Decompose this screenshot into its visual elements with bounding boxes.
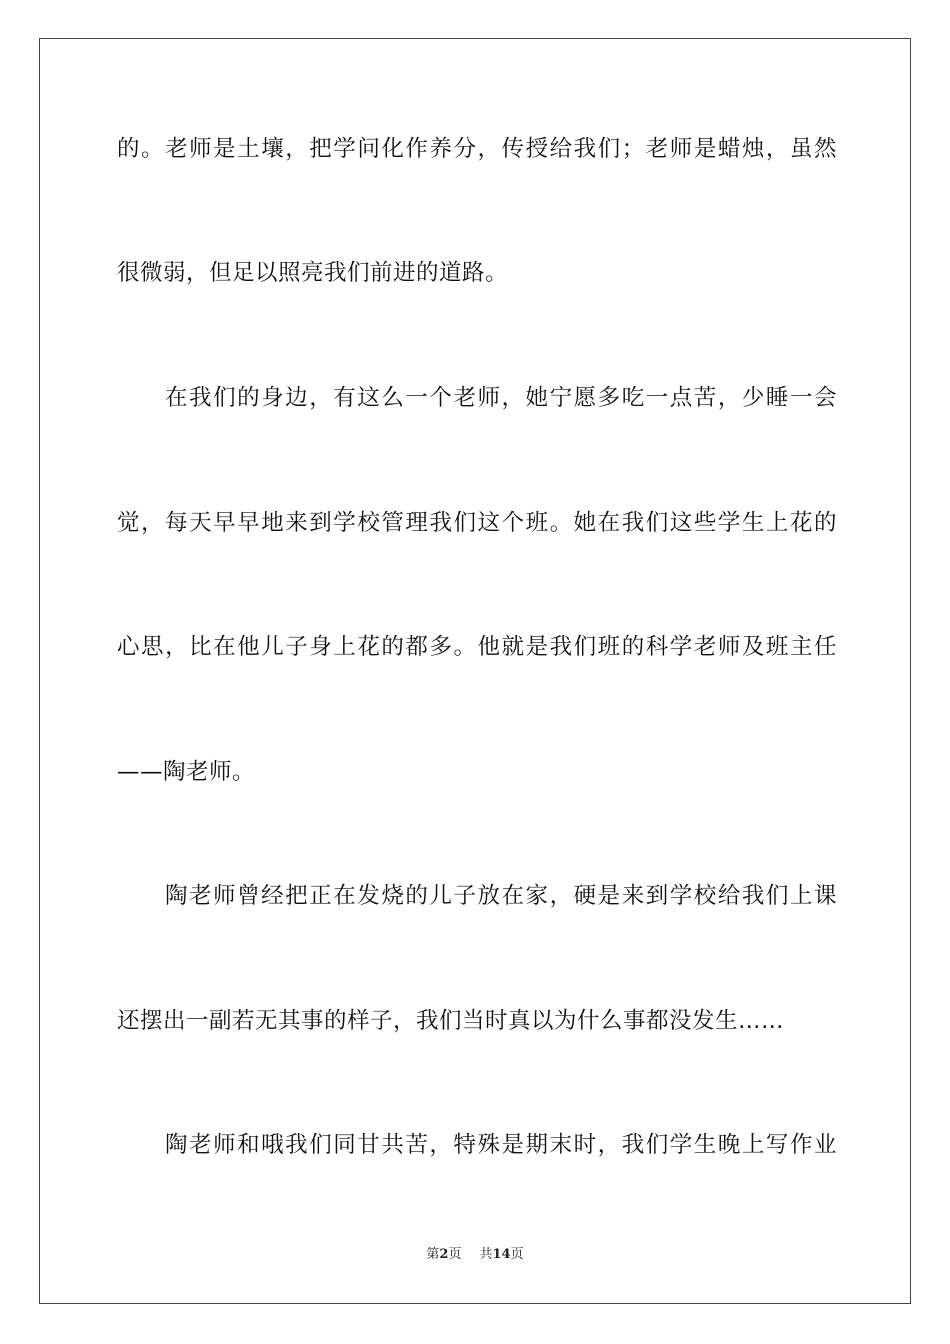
text-line-3: 在我们的身边，有这么一个老师，她宁愿多吃一点苦，少睡一会 bbox=[165, 385, 837, 411]
text-line-7: 陶老师曾经把正在发烧的儿子放在家，硬是来到学校给我们上课 bbox=[165, 883, 837, 909]
text-line-9: 陶老师和哦我们同甘共苦，特殊是期末时，我们学生晚上写作业 bbox=[165, 1132, 837, 1158]
total-suffix: 页 bbox=[510, 1247, 524, 1262]
page-prefix: 第 bbox=[426, 1247, 440, 1262]
page-border bbox=[39, 38, 911, 1304]
total-prefix: 共 bbox=[479, 1247, 493, 1262]
page-footer bbox=[0, 1246, 950, 1264]
text-line-6: ——陶老师。 bbox=[117, 759, 256, 785]
page-number: 2 bbox=[439, 1247, 449, 1262]
text-line-4: 觉，每天早早地来到学校管理我们这个班。她在我们这些学生上花的 bbox=[117, 510, 837, 536]
text-line-1: 的。老师是土壤，把学问化作养分，传授给我们；老师是蜡烛，虽然 bbox=[117, 136, 837, 162]
text-line-5: 心思，比在他儿子身上花的都多。他就是我们班的科学老师及班主任 bbox=[117, 634, 837, 660]
page-suffix: 页 bbox=[448, 1247, 462, 1262]
text-line-8: 还摆出一副若无其事的样子，我们当时真以为什么事都没发生…… bbox=[117, 1008, 785, 1034]
text-line-2: 很微弱，但足以照亮我们前进的道路。 bbox=[117, 260, 509, 286]
total-pages: 14 bbox=[492, 1247, 511, 1262]
